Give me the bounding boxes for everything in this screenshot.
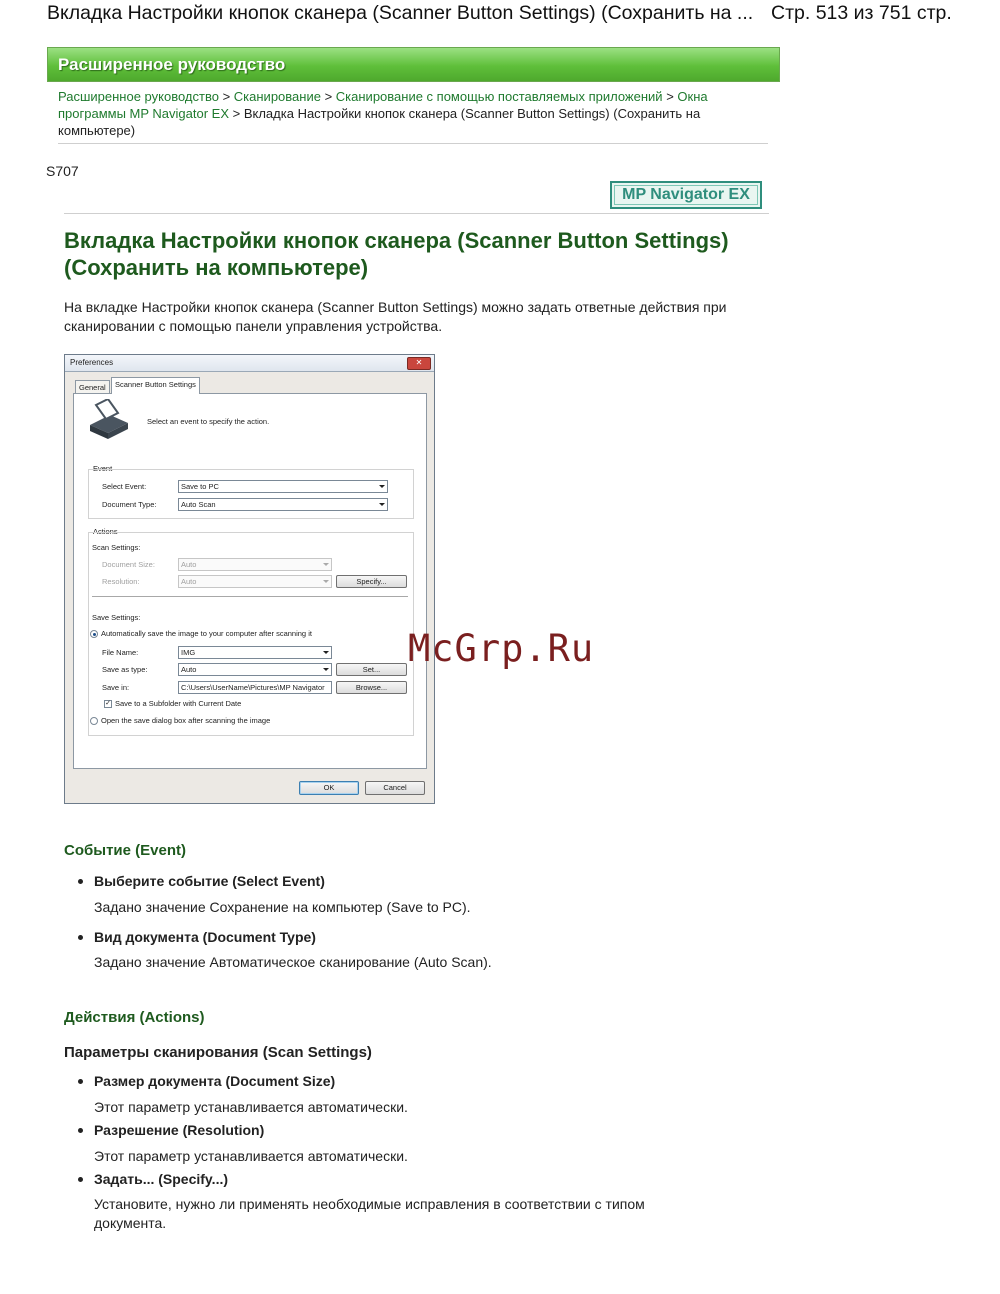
select-event-label: Select Event: bbox=[102, 482, 147, 491]
auto-save-radio-label: Automatically save the image to your computer after scanning it bbox=[101, 629, 312, 638]
save-as-type-value: Auto bbox=[181, 665, 197, 674]
page-counter: Стр. 513 из 751 стр. bbox=[771, 2, 952, 24]
breadcrumb-link-bundled-apps[interactable]: Сканирование с помощью поставляемых приложений bbox=[335, 89, 663, 104]
breadcrumb-link-scanning[interactable]: Сканирование bbox=[233, 89, 321, 104]
divider bbox=[58, 143, 768, 144]
resolution-value: Auto bbox=[181, 577, 197, 586]
page-title: Вкладка Настройки кнопок сканера (Scanner Button Settings) (Сохранить на компьютере) bbox=[64, 228, 729, 280]
doc-size-item-title: Размер документа (Document Size) bbox=[94, 1073, 336, 1089]
divider bbox=[92, 596, 408, 597]
save-in-label: Save in: bbox=[102, 683, 130, 692]
dialog-title: Preferences bbox=[70, 358, 114, 367]
select-event-value: Save to PC bbox=[181, 482, 219, 491]
scan-settings-label: Scan Settings: bbox=[92, 543, 141, 552]
dialog-titlebar bbox=[65, 355, 434, 372]
doc-size-item-desc: Этот параметр устанавливается автоматически. bbox=[94, 1099, 408, 1115]
auto-save-radio[interactable] bbox=[90, 630, 98, 638]
hint-text: Select an event to specify the action. bbox=[147, 417, 270, 426]
ok-button[interactable]: OK bbox=[299, 781, 359, 795]
actions-heading: Действия (Actions) bbox=[64, 1009, 205, 1026]
chevron-down-icon bbox=[323, 651, 329, 654]
close-icon[interactable]: ✕ bbox=[407, 357, 431, 370]
bullet-icon bbox=[78, 935, 83, 940]
document-type-label: Document Type: bbox=[102, 500, 157, 509]
select-event-item-desc: Задано значение Сохранение на компьютер (Save to PC). bbox=[94, 899, 471, 915]
bullet-icon bbox=[78, 1128, 83, 1133]
actions-group-label: Actions bbox=[93, 527, 118, 536]
breadcrumb-link-mp-navigator-windows[interactable]: Окна программы MP Navigator EX bbox=[58, 89, 708, 121]
specify-button[interactable]: Specify... bbox=[336, 575, 407, 588]
file-name-combo[interactable] bbox=[178, 646, 332, 659]
save-as-type-dropdown[interactable] bbox=[178, 663, 332, 676]
save-as-type-label: Save as type: bbox=[102, 665, 148, 674]
chevron-down-icon bbox=[323, 580, 329, 583]
breadcrumb-separator: > bbox=[324, 89, 333, 104]
breadcrumb-separator: > bbox=[232, 106, 241, 121]
resolution-dropdown[interactable] bbox=[178, 575, 332, 588]
document-size-value: Auto bbox=[181, 560, 197, 569]
bullet-icon bbox=[78, 879, 83, 884]
document-type-dropdown[interactable] bbox=[178, 498, 388, 511]
doc-type-item-title: Вид документа (Document Type) bbox=[94, 929, 316, 945]
product-badge: MP Navigator EX bbox=[610, 181, 762, 209]
event-group bbox=[88, 469, 414, 519]
select-event-dropdown[interactable] bbox=[178, 480, 388, 493]
cancel-button[interactable]: Cancel bbox=[365, 781, 425, 795]
save-in-field[interactable]: C:\Users\UserName\Pictures\MP Navigator bbox=[178, 681, 332, 694]
select-event-item-title: Выберите событие (Select Event) bbox=[94, 873, 325, 889]
open-dialog-radio-label: Open the save dialog box after scanning the image bbox=[101, 716, 271, 725]
browse-button[interactable]: Browse... bbox=[336, 681, 407, 694]
specify-item-title: Задать... (Specify...) bbox=[94, 1171, 229, 1187]
chevron-down-icon bbox=[323, 668, 329, 671]
breadcrumb-link-advanced-guide[interactable]: Расширенное руководство bbox=[58, 89, 219, 104]
breadcrumb-separator: > bbox=[222, 89, 231, 104]
resolution-label: Resolution: bbox=[102, 577, 140, 586]
banner-title: Расширенное руководство bbox=[58, 55, 286, 74]
document-size-label: Document Size: bbox=[102, 560, 155, 569]
event-group-label: Event bbox=[93, 464, 113, 473]
document-size-dropdown[interactable] bbox=[178, 558, 332, 571]
specify-item-desc: Установите, нужно ли применять необходимые исправления в соответствии с типом документа. bbox=[94, 1196, 645, 1231]
set-button[interactable]: Set... bbox=[336, 663, 407, 676]
tab-scanner-button-settings[interactable]: Scanner Button Settings bbox=[111, 377, 200, 394]
page-code: S707 bbox=[46, 163, 79, 179]
resolution-item-title: Разрешение (Resolution) bbox=[94, 1122, 265, 1138]
scanner-icon bbox=[88, 399, 130, 441]
document-header-title: Вкладка Настройки кнопок сканера (Scanner Button Settings) (Сохранить на ... bbox=[47, 2, 754, 24]
file-name-value: IMG bbox=[181, 648, 196, 657]
tab-general[interactable]: General bbox=[75, 380, 110, 394]
bullet-icon bbox=[78, 1079, 83, 1084]
watermark: McGrp.Ru bbox=[408, 627, 595, 670]
subfolder-checkbox[interactable]: ✓ bbox=[105, 700, 111, 707]
bullet-icon bbox=[78, 1177, 83, 1182]
breadcrumb bbox=[58, 88, 748, 139]
save-settings-label: Save Settings: bbox=[92, 613, 141, 622]
file-name-label: File Name: bbox=[102, 648, 139, 657]
chevron-down-icon bbox=[379, 485, 385, 488]
event-heading: Событие (Event) bbox=[64, 842, 186, 859]
section-banner bbox=[47, 47, 780, 82]
tab-panel bbox=[73, 393, 427, 769]
preferences-dialog bbox=[64, 354, 435, 804]
divider bbox=[64, 213, 769, 214]
subfolder-checkbox-label: Save to a Subfolder with Current Date bbox=[115, 699, 242, 708]
document-type-value: Auto Scan bbox=[181, 500, 216, 509]
doc-type-item-desc: Задано значение Автоматическое сканирование (Auto Scan). bbox=[94, 954, 492, 970]
chevron-down-icon bbox=[379, 503, 385, 506]
open-dialog-radio[interactable] bbox=[90, 717, 98, 725]
breadcrumb-separator: > bbox=[666, 89, 674, 104]
chevron-down-icon bbox=[323, 563, 329, 566]
scan-settings-heading: Параметры сканирования (Scan Settings) bbox=[64, 1044, 372, 1061]
resolution-item-desc: Этот параметр устанавливается автоматически. bbox=[94, 1148, 408, 1164]
breadcrumb-current: Вкладка Настройки кнопок сканера (Scanner Button Settings) (Сохранить на компьютере) bbox=[58, 106, 701, 138]
intro-paragraph: На вкладке Настройки кнопок сканера (Scanner Button Settings) можно задать ответные действия при сканировании с помощью панели управления устройства. bbox=[64, 299, 727, 334]
